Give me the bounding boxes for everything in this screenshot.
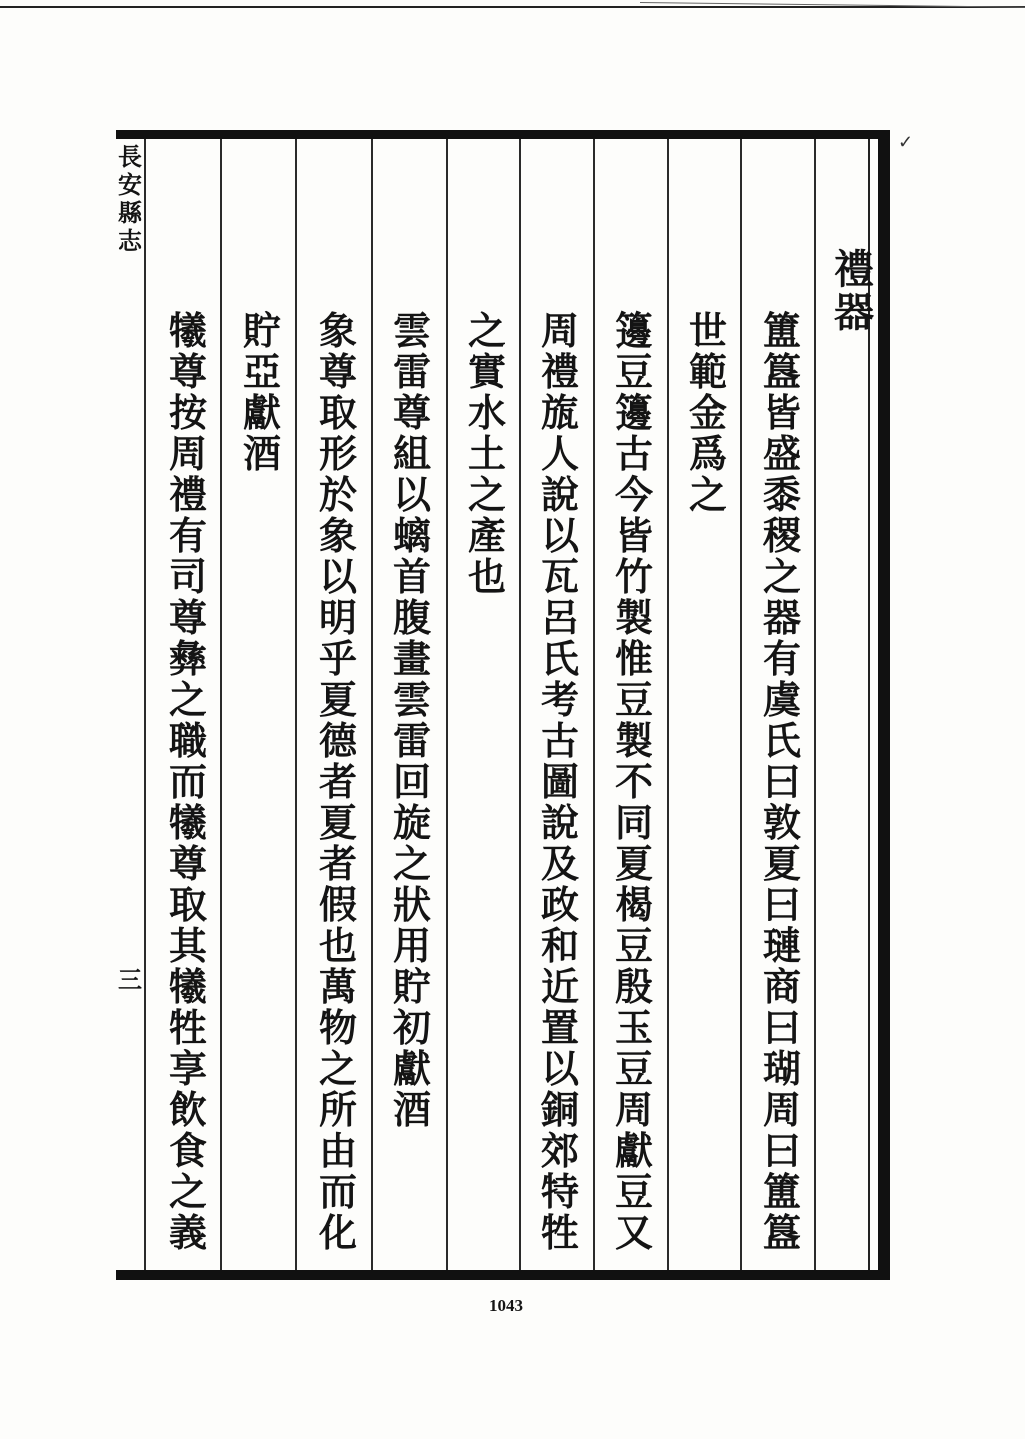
character: 竹	[614, 554, 653, 599]
character: 玉	[614, 1005, 653, 1050]
character: 雷	[392, 349, 431, 394]
character: 簠	[762, 308, 801, 353]
character: 豆	[614, 677, 653, 722]
column-rule	[740, 139, 742, 1270]
character: 稷	[762, 513, 801, 558]
character: 人	[540, 431, 579, 476]
character: 實	[467, 349, 506, 394]
character: 器	[762, 595, 801, 640]
character: 享	[168, 1046, 207, 1091]
character: 以	[318, 554, 357, 599]
text-column-3	[602, 310, 666, 1420]
character: 於	[318, 472, 357, 517]
character: 夏	[318, 677, 357, 722]
character: 圖	[540, 759, 579, 804]
text-column-7	[306, 310, 370, 1420]
margin-character: 志	[118, 226, 142, 255]
character: 土	[467, 431, 506, 476]
character: 之	[392, 841, 431, 886]
character: 政	[540, 882, 579, 927]
character: 假	[318, 882, 357, 927]
character: 皆	[614, 513, 653, 558]
character: 牲	[168, 1005, 207, 1050]
margin-leaf-number: 三	[118, 965, 142, 994]
character: 水	[467, 390, 506, 435]
character: 獻	[392, 1046, 431, 1091]
character: 牲	[540, 1210, 579, 1255]
character: 曰	[762, 1128, 801, 1173]
character: 尊	[168, 595, 207, 640]
character: 亞	[242, 349, 281, 394]
character: 簋	[762, 349, 801, 394]
text-column-2	[676, 310, 740, 1420]
character: 畫	[392, 636, 431, 681]
column-rule	[519, 139, 521, 1270]
character: 製	[614, 595, 653, 640]
margin-label	[116, 143, 144, 255]
character: 而	[168, 759, 207, 804]
character: 乎	[318, 636, 357, 681]
character: 犧	[168, 308, 207, 353]
character: 食	[168, 1128, 207, 1173]
character: 爲	[688, 431, 727, 476]
character: 萬	[318, 964, 357, 1009]
character: 世	[688, 308, 727, 353]
character: 司	[168, 554, 207, 599]
character: 取	[168, 882, 207, 927]
character: 豆	[614, 923, 653, 968]
character: 獻	[614, 1128, 653, 1173]
margin-character: 長	[118, 142, 142, 171]
character: 象	[318, 513, 357, 558]
character: 禮	[834, 246, 874, 293]
text-column-1	[750, 310, 814, 1420]
character: 化	[318, 1210, 357, 1255]
character: 簋	[762, 1210, 801, 1255]
character: 用	[392, 923, 431, 968]
character: 豆	[614, 349, 653, 394]
character: 之	[318, 1046, 357, 1091]
character: 組	[392, 431, 431, 476]
character: 之	[688, 472, 727, 517]
character: 尊	[318, 349, 357, 394]
page-top-rule	[0, 6, 1025, 8]
character: 義	[168, 1210, 207, 1255]
text-column-4	[528, 310, 592, 1420]
character: 也	[318, 923, 357, 968]
character: 禮	[540, 349, 579, 394]
character: 簠	[762, 1169, 801, 1214]
character: 之	[168, 1169, 207, 1214]
character: 夏	[318, 800, 357, 845]
character: 取	[318, 390, 357, 435]
text-column-8	[230, 310, 294, 1420]
character: 由	[318, 1128, 357, 1173]
character: 貯	[242, 308, 281, 353]
character: 回	[392, 759, 431, 804]
character: 有	[762, 636, 801, 681]
character: 之	[467, 472, 506, 517]
character: 不	[614, 759, 653, 804]
character: 產	[467, 513, 506, 558]
frame-top-border	[116, 130, 890, 139]
character: 今	[614, 472, 653, 517]
text-column-6	[380, 310, 444, 1420]
character: 古	[540, 718, 579, 763]
character: 商	[762, 964, 801, 1009]
character: 器	[834, 289, 874, 336]
character: 者	[318, 759, 357, 804]
column-rule	[593, 139, 595, 1270]
character: 說	[540, 472, 579, 517]
margin-character: 縣	[118, 198, 142, 227]
character: 曰	[762, 759, 801, 804]
character: 所	[318, 1087, 357, 1132]
character: 豆	[614, 1046, 653, 1091]
character: 之	[467, 308, 506, 353]
character: 豆	[614, 1169, 653, 1214]
character: 楬	[614, 882, 653, 927]
character: 周	[168, 431, 207, 476]
character: 特	[540, 1169, 579, 1214]
character: 其	[168, 923, 207, 968]
character: 貯	[392, 964, 431, 1009]
character: 以	[540, 1046, 579, 1091]
character: 說	[540, 800, 579, 845]
character: 按	[168, 390, 207, 435]
character: 夏	[614, 841, 653, 886]
character: 旊	[540, 390, 579, 435]
character: 旋	[392, 800, 431, 845]
character: 以	[392, 472, 431, 517]
character: 狀	[392, 882, 431, 927]
section-title	[832, 248, 876, 1358]
character: 雲	[392, 308, 431, 353]
character: 者	[318, 841, 357, 886]
character: 考	[540, 677, 579, 722]
character: 殷	[614, 964, 653, 1009]
character: 金	[688, 390, 727, 435]
column-rule	[295, 139, 297, 1270]
character: 璉	[762, 923, 801, 968]
character: 犧	[168, 964, 207, 1009]
character: 彝	[168, 636, 207, 681]
character: 雷	[392, 718, 431, 763]
corner-mark: ✓	[898, 132, 914, 153]
character: 曰	[762, 1005, 801, 1050]
character: 尊	[168, 349, 207, 394]
character: 尊	[168, 841, 207, 886]
character: 盛	[762, 431, 801, 476]
character: 而	[318, 1169, 357, 1214]
character: 惟	[614, 636, 653, 681]
character: 氏	[540, 636, 579, 681]
column-rule	[220, 139, 222, 1270]
character: 氏	[762, 718, 801, 763]
margin-strip	[116, 139, 146, 1270]
text-column-9	[156, 310, 220, 1420]
character: 和	[540, 923, 579, 968]
column-rule	[814, 139, 816, 1270]
character: 周	[762, 1087, 801, 1132]
character: 瓦	[540, 554, 579, 599]
character: 郊	[540, 1128, 579, 1173]
character: 周	[614, 1087, 653, 1132]
character: 虞	[762, 677, 801, 722]
character: 禮	[168, 472, 207, 517]
character: 初	[392, 1005, 431, 1050]
character: 有	[168, 513, 207, 558]
character: 首	[392, 554, 431, 599]
character: 敦	[762, 800, 801, 845]
character: 之	[762, 554, 801, 599]
character: 又	[614, 1210, 653, 1255]
character: 職	[168, 718, 207, 763]
character: 酒	[392, 1087, 431, 1132]
character: 周	[540, 308, 579, 353]
character: 皆	[762, 390, 801, 435]
character: 德	[318, 718, 357, 763]
character: 雲	[392, 677, 431, 722]
text-column-5	[455, 310, 519, 1420]
character: 獻	[242, 390, 281, 435]
character: 黍	[762, 472, 801, 517]
column-rule	[446, 139, 448, 1270]
character: 腹	[392, 595, 431, 640]
character: 尊	[392, 390, 431, 435]
character: 螭	[392, 513, 431, 558]
character: 近	[540, 964, 579, 1009]
margin-character: 安	[118, 170, 142, 199]
character: 銅	[540, 1087, 579, 1132]
character: 瑚	[762, 1046, 801, 1091]
character: 呂	[540, 595, 579, 640]
character: 也	[467, 554, 506, 599]
character: 籩	[614, 390, 653, 435]
character: 夏	[762, 841, 801, 886]
character: 形	[318, 431, 357, 476]
page-number: 1043	[489, 1296, 523, 1315]
character: 製	[614, 718, 653, 763]
character: 同	[614, 800, 653, 845]
frame-right-border	[878, 130, 890, 1280]
character: 之	[168, 677, 207, 722]
character: 象	[318, 308, 357, 353]
character: 籩	[614, 308, 653, 353]
character: 物	[318, 1005, 357, 1050]
character: 及	[540, 841, 579, 886]
column-rule	[371, 139, 373, 1270]
character: 曰	[762, 882, 801, 927]
column-rule	[667, 139, 669, 1270]
character: 犧	[168, 800, 207, 845]
character: 古	[614, 431, 653, 476]
character: 範	[688, 349, 727, 394]
character: 明	[318, 595, 357, 640]
character: 以	[540, 513, 579, 558]
character: 酒	[242, 431, 281, 476]
character: 飲	[168, 1087, 207, 1132]
character: 置	[540, 1005, 579, 1050]
